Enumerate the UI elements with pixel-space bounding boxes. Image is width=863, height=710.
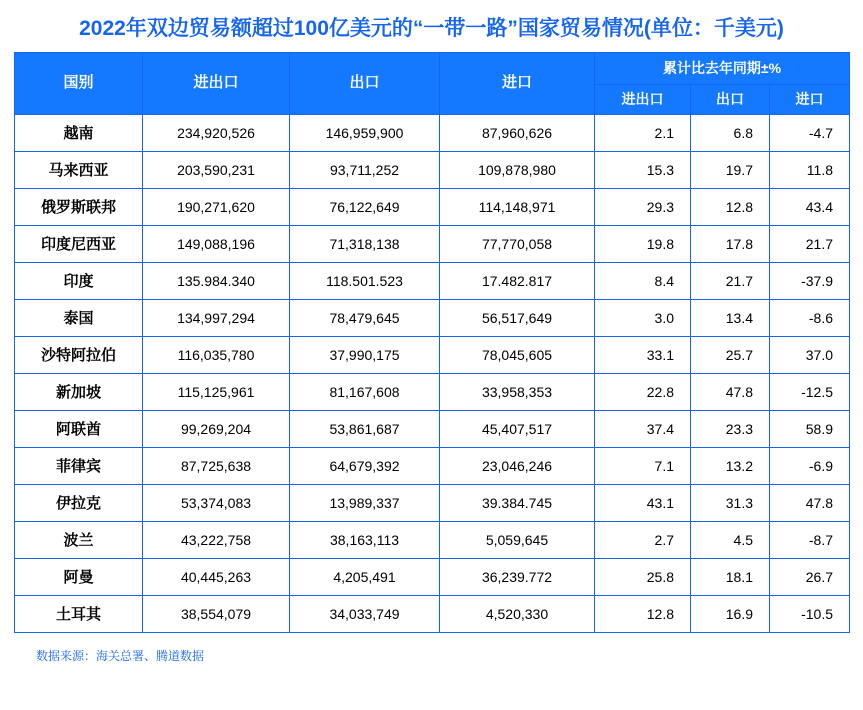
cell-country: 马来西亚 — [15, 151, 143, 188]
cell-growth-total: 2.7 — [595, 521, 691, 558]
table-row — [15, 151, 850, 188]
cell-growth-total: 22.8 — [595, 373, 691, 410]
column-header-total: 进出口 — [143, 53, 290, 115]
cell-export: 4,205,491 — [290, 558, 440, 595]
cell-growth-total: 25.8 — [595, 558, 691, 595]
cell-growth-export: 23.3 — [691, 410, 770, 447]
cell-import: 109,878,980 — [440, 151, 595, 188]
cell-export: 71,318,138 — [290, 225, 440, 262]
cell-import: 5,059,645 — [440, 521, 595, 558]
cell-import: 17.482.817 — [440, 262, 595, 299]
cell-growth-total: 8.4 — [595, 262, 691, 299]
cell-growth-export: 16.9 — [691, 595, 770, 632]
cell-country: 新加坡 — [15, 373, 143, 410]
cell-import: 87,960,626 — [440, 114, 595, 151]
cell-import: 45,407,517 — [440, 410, 595, 447]
page-title: 2022年双边贸易额超过100亿美元的“一带一路”国家贸易情况(单位：千美元) — [79, 17, 784, 40]
cell-country: 土耳其 — [15, 595, 143, 632]
cell-growth-import: 37.0 — [770, 336, 850, 373]
cell-country: 印度尼西亚 — [15, 225, 143, 262]
cell-growth-total: 7.1 — [595, 447, 691, 484]
table-body — [15, 114, 850, 632]
cell-growth-import: -8.6 — [770, 299, 850, 336]
trade-table — [14, 52, 850, 633]
cell-total: 40,445,263 — [143, 558, 290, 595]
cell-growth-total: 33.1 — [595, 336, 691, 373]
cell-export: 64,679,392 — [290, 447, 440, 484]
cell-growth-import: -6.9 — [770, 447, 850, 484]
cell-growth-import: 43.4 — [770, 188, 850, 225]
cell-growth-import: 47.8 — [770, 484, 850, 521]
cell-country: 越南 — [15, 114, 143, 151]
cell-import: 36,239.772 — [440, 558, 595, 595]
cell-growth-export: 19.7 — [691, 151, 770, 188]
cell-country: 菲律宾 — [15, 447, 143, 484]
cell-import: 77,770,058 — [440, 225, 595, 262]
cell-growth-import: -12.5 — [770, 373, 850, 410]
table-row — [15, 410, 850, 447]
cell-growth-export: 13.2 — [691, 447, 770, 484]
cell-growth-import: -37.9 — [770, 262, 850, 299]
cell-import: 39.384.745 — [440, 484, 595, 521]
cell-total: 116,035,780 — [143, 336, 290, 373]
table-row — [15, 188, 850, 225]
cell-growth-import: -8.7 — [770, 521, 850, 558]
cell-growth-total: 3.0 — [595, 299, 691, 336]
cell-total: 134,997,294 — [143, 299, 290, 336]
cell-total: 43,222,758 — [143, 521, 290, 558]
cell-growth-import: -4.7 — [770, 114, 850, 151]
cell-growth-export: 18.1 — [691, 558, 770, 595]
cell-total: 99,269,204 — [143, 410, 290, 447]
table-row — [15, 262, 850, 299]
cell-import: 78,045,605 — [440, 336, 595, 373]
cell-growth-export: 25.7 — [691, 336, 770, 373]
cell-growth-import: 26.7 — [770, 558, 850, 595]
cell-country: 俄罗斯联邦 — [15, 188, 143, 225]
table-row — [15, 595, 850, 632]
column-header-growth-import: 进口 — [770, 84, 850, 114]
cell-export: 118.501.523 — [290, 262, 440, 299]
cell-growth-export: 17.8 — [691, 225, 770, 262]
cell-growth-total: 43.1 — [595, 484, 691, 521]
cell-country: 沙特阿拉伯 — [15, 336, 143, 373]
cell-growth-export: 6.8 — [691, 114, 770, 151]
cell-growth-total: 12.8 — [595, 595, 691, 632]
cell-growth-total: 37.4 — [595, 410, 691, 447]
cell-export: 146,959,900 — [290, 114, 440, 151]
cell-total: 87,725,638 — [143, 447, 290, 484]
cell-growth-export: 13.4 — [691, 299, 770, 336]
cell-total: 53,374,083 — [143, 484, 290, 521]
cell-import: 56,517,649 — [440, 299, 595, 336]
cell-export: 81,167,608 — [290, 373, 440, 410]
cell-export: 34,033,749 — [290, 595, 440, 632]
cell-export: 13,989,337 — [290, 484, 440, 521]
column-header-country: 国别 — [15, 53, 143, 115]
cell-growth-total: 15.3 — [595, 151, 691, 188]
cell-import: 114,148,971 — [440, 188, 595, 225]
cell-total: 135.984.340 — [143, 262, 290, 299]
table-row — [15, 447, 850, 484]
table-row — [15, 225, 850, 262]
cell-growth-import: -10.5 — [770, 595, 850, 632]
cell-export: 37,990,175 — [290, 336, 440, 373]
cell-export: 53,861,687 — [290, 410, 440, 447]
cell-growth-import: 21.7 — [770, 225, 850, 262]
cell-country: 印度 — [15, 262, 143, 299]
cell-growth-export: 21.7 — [691, 262, 770, 299]
cell-growth-total: 19.8 — [595, 225, 691, 262]
cell-export: 93,711,252 — [290, 151, 440, 188]
cell-import: 33,958,353 — [440, 373, 595, 410]
cell-growth-export: 4.5 — [691, 521, 770, 558]
cell-growth-export: 12.8 — [691, 188, 770, 225]
cell-total: 149,088,196 — [143, 225, 290, 262]
cell-total: 115,125,961 — [143, 373, 290, 410]
cell-country: 伊拉克 — [15, 484, 143, 521]
column-header-growth-export: 出口 — [691, 84, 770, 114]
cell-growth-total: 29.3 — [595, 188, 691, 225]
cell-total: 38,554,079 — [143, 595, 290, 632]
cell-import: 4,520,330 — [440, 595, 595, 632]
column-header-import: 进口 — [440, 53, 595, 115]
cell-country: 波兰 — [15, 521, 143, 558]
table-row — [15, 521, 850, 558]
source-note: 数据来源：海关总署、腾道数据 — [36, 648, 205, 663]
cell-total: 234,920,526 — [143, 114, 290, 151]
table-header-row-1 — [15, 53, 850, 85]
cell-growth-export: 47.8 — [691, 373, 770, 410]
table-header — [15, 53, 850, 115]
cell-country: 阿联酋 — [15, 410, 143, 447]
table-row — [15, 558, 850, 595]
cell-growth-total: 2.1 — [595, 114, 691, 151]
cell-export: 76,122,649 — [290, 188, 440, 225]
cell-country: 阿曼 — [15, 558, 143, 595]
table-row — [15, 484, 850, 521]
cell-export: 78,479,645 — [290, 299, 440, 336]
column-header-growth-total: 进出口 — [595, 84, 691, 114]
cell-growth-export: 31.3 — [691, 484, 770, 521]
cell-export: 38,163,113 — [290, 521, 440, 558]
cell-total: 190,271,620 — [143, 188, 290, 225]
cell-growth-import: 58.9 — [770, 410, 850, 447]
cell-total: 203,590,231 — [143, 151, 290, 188]
cell-country: 泰国 — [15, 299, 143, 336]
cell-import: 23,046,246 — [440, 447, 595, 484]
column-header-growth-group: 累计比去年同期±% — [595, 53, 850, 85]
column-header-export: 出口 — [290, 53, 440, 115]
table-row — [15, 373, 850, 410]
table-row — [15, 114, 850, 151]
table-row — [15, 299, 850, 336]
cell-growth-import: 11.8 — [770, 151, 850, 188]
table-row — [15, 336, 850, 373]
